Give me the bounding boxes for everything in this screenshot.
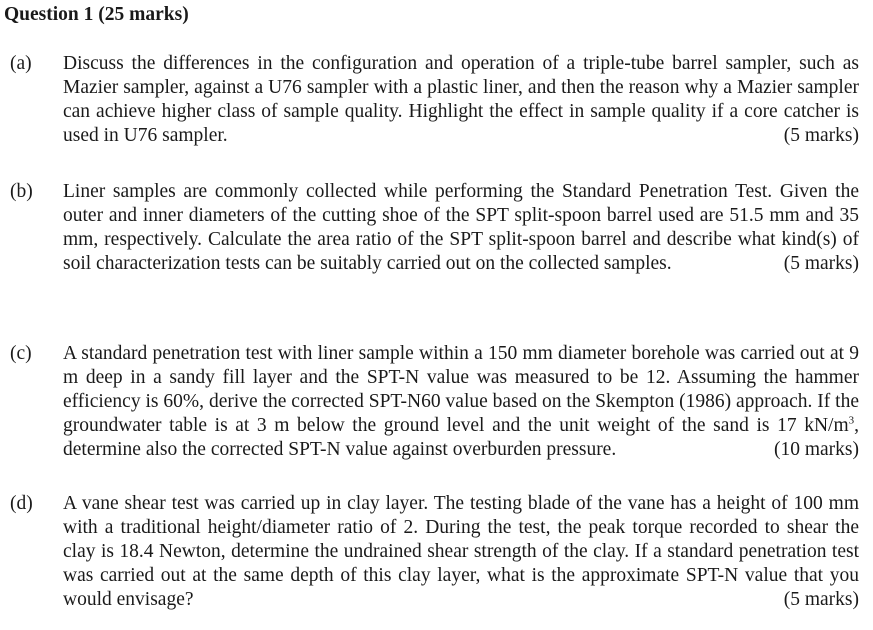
part-c-text-after: , determine also the corrected SPT-N value against overburden pressure. bbox=[63, 415, 859, 460]
part-label-c: (c) bbox=[10, 343, 32, 364]
part-b-marks: (5 marks) bbox=[783, 253, 859, 274]
part-a-marks: (5 marks) bbox=[783, 125, 859, 146]
question-heading: Question 1 (25 marks) bbox=[4, 4, 189, 25]
part-text-b bbox=[63, 180, 859, 276]
part-text-c bbox=[63, 342, 859, 462]
part-c-superscript: 3 bbox=[848, 414, 855, 427]
part-d-marks: (5 marks) bbox=[783, 589, 859, 610]
part-label-d: (d) bbox=[10, 493, 33, 514]
part-a-text: Discuss the differences in the configuration and operation of a triple-tube barrel sampler, such as Mazier sampler, against a U76 sampler with a plastic liner, and then the reason why a Mazier sampler can achieve higher class of sample quality. Highlight the effect in sample quality if a core catcher is used in U76 sampler. bbox=[63, 53, 859, 146]
part-c-marks: (10 marks) bbox=[773, 439, 859, 460]
part-label-a: (a) bbox=[10, 53, 32, 74]
part-label-b: (b) bbox=[10, 181, 33, 202]
part-d-text: A vane shear test was carried up in clay layer. The testing blade of the vane has a height of 100 mm with a traditional height/diameter ratio of 2. During the test, the peak torque recorded to shear the clay is 18.4 Newton, determine the undrained shear strength of the clay. If a standard penetration test was carried out at the same depth of this clay layer, what is the approximate SPT-N value that you would envisage? bbox=[63, 493, 859, 610]
part-text-a bbox=[63, 52, 859, 148]
part-text-d bbox=[63, 492, 859, 612]
part-c-text-before: A standard penetration test with liner sample within a 150 mm diameter borehole was carried out at 9 m deep in a sandy fill layer and the SPT-N value was measured to be 12. Assuming the hammer efficiency is 60%, derive the corrected SPT-N60 value based on the Skempton (1986) approach. If the groundwater table is at 3 m below the ground level and the unit weight of the sand is 17 kN/m bbox=[63, 343, 859, 436]
part-b-text: Liner samples are commonly collected while performing the Standard Penetration Test. Given the outer and inner diameters of the cutting shoe of the SPT split-spoon barrel used are 51.5 mm and 35 mm, respectively. Calculate the area ratio of the SPT split-spoon barrel and describe what kind(s) of soil characterization tests can be suitably carried out on the collected samples. bbox=[63, 181, 859, 274]
